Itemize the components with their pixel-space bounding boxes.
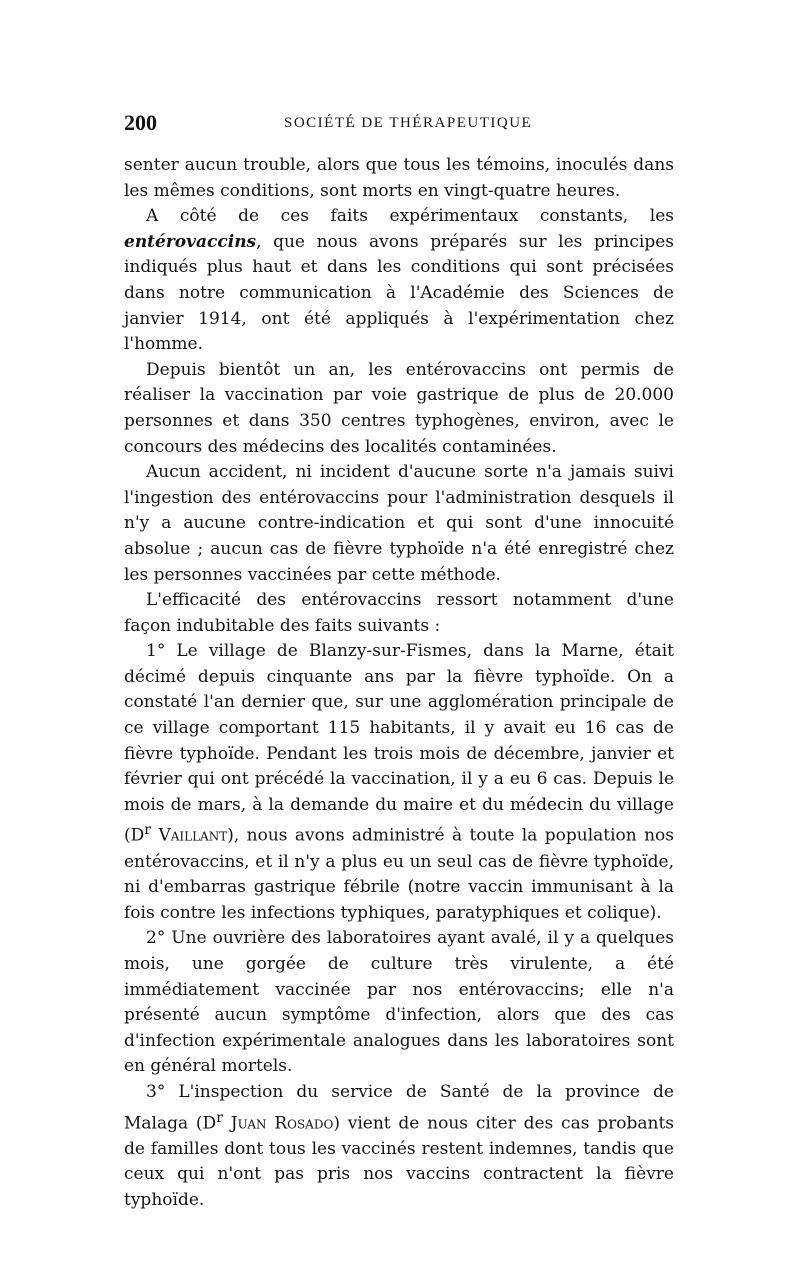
- paragraph-case-3: 3° L'inspection du service de Santé de la province de Malaga ($D^r$ Juan Rosado) vient de nous citer des cas probants de familles dont tous les vaccinés restent indemnes, tandis que ceux qui n'ont pas pris nos vaccins contractent la fièvre typhoïde.: [124, 1082, 674, 1211]
- paragraph-efficacy-intro: L'efficacité des entérovaccins ressort notamment d'une façon indubitable des faits suivants :: [124, 590, 674, 636]
- paragraph-continuation: senter aucun trouble, alors que tous les témoins, inoculés dans les mêmes conditions, sont morts en vingt-quatre heures.: [124, 155, 674, 201]
- name-vaillant: Vaillant: [158, 826, 228, 847]
- name-juan-rosado: Juan Rosado: [230, 1113, 334, 1134]
- page-number: 200: [124, 110, 157, 135]
- paragraph-enterovaccins-intro: A côté de ces faits expérimentaux constants, les entérovaccins, que nous avons préparés sur les principes indiqués plus haut et dans les conditions qui sont précisées dans notre communication à l'Académie des Sciences de janvier 1914, ont été appliqués à l'expérimentation chez l'homme.: [124, 206, 674, 355]
- body-text: [124, 153, 674, 1214]
- running-title: SOCIÉTÉ DE THÉRAPEUTIQUE: [284, 115, 533, 131]
- paragraph-case-1: 1° Le village de Blanzy-sur-Fismes, dans la Marne, était décimé depuis cinquante ans par la fièvre typhoïde. On a constaté l'an dernier que, sur une agglomération principale de ce village comportant 115 habitants, il y avait eu 16 cas de fièvre typhoïde. Pendant les trois mois de décembre, janvier et février qui ont précédé la vaccination, il y a eu 6 cas. Depuis le mois de mars, à la demande du maire et du médecin du village ($D^r$ Vaillant), nous avons administré à toute la population nos entérovaccins, et il n'y a plus eu un seul cas de fièvre typhoïde, ni d'embarras gastrique fébrile (notre vaccin immunisant à la fois contre les infections typhiques, paratyphiques et colique).: [124, 641, 675, 923]
- paragraph-case-2: 2° Une ouvrière des laboratoires ayant avalé, il y a quelques mois, une gorgée de culture très virulente, a été immédiatement vaccinée par nos entérovaccins; elle n'a présenté aucun symptôme d'infection, alors que des cas d'infection expérimentale analogues dans les laboratoires sont en général mortels.: [124, 928, 674, 1077]
- paragraph-vaccination-stats: Depuis bientôt un an, les entérovaccins ont permis de réaliser la vaccination par voie gastrique de plus de 20.000 personnes et dans 350 centres typhogènes, environ, avec le concours des médecins des localités contaminées.: [124, 359, 674, 457]
- page-header: [124, 110, 674, 142]
- paragraph-safety: Aucun accident, ni incident d'aucune sorte n'a jamais suivi l'ingestion des entérovaccins pour l'administration desquels il n'y a aucune contre-indication et qui sont d'une innocuité absolue ; aucun cas de fièvre typhoïde n'a été enregistré chez les personnes vaccinées par cette méthode.: [124, 462, 674, 585]
- term-enterovaccins: entérovaccins: [124, 231, 257, 252]
